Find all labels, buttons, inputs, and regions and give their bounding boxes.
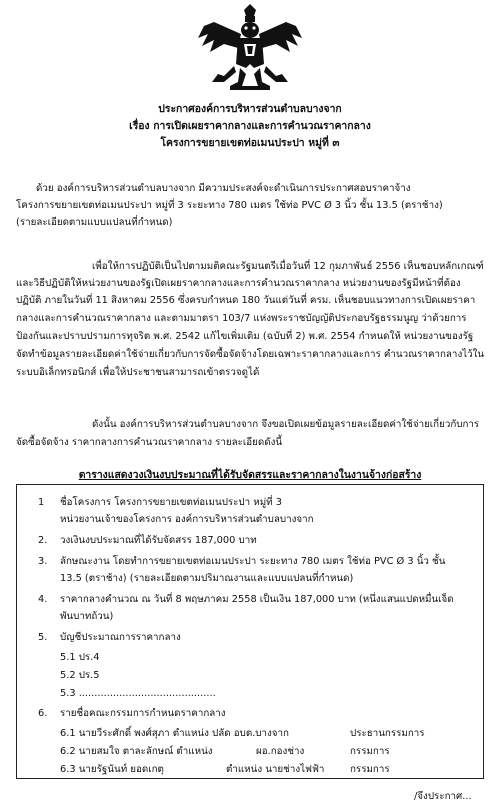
announcement-title: ประกาศองค์การบริหารส่วนตำบลบางจาก (158, 103, 342, 115)
committee-member-role: ประธานกรรมการ (350, 728, 425, 739)
para1-line1: ด้วย องค์การบริหารส่วนตำบลบางจาก มีความประสงค์จะดำเนินการประกาศสอบราคาจ้าง (36, 183, 411, 194)
committee-member-position: ผอ.กองช่าง (256, 746, 305, 757)
item-project-owner: หน่วยงานเจ้าของโครงการ องค์การบริหารส่วนตำบลบางจาก (60, 514, 314, 525)
item-number: 1 (38, 497, 45, 508)
table-title: ตารางแสดงวงเงินงบประมาณที่ได้รับจัดสรรและราคากลางในงานจ้างก่อสร้าง (78, 469, 422, 481)
announcement-subject: เรื่อง การเปิดเผยราคากลางและการคำนวณราคากลาง (129, 120, 371, 132)
para3-line2: จัดซื้อจัดจ้าง ราคากลางการคำนวณราคากลาง รายละเอียดดังนี้ (16, 437, 283, 448)
para1-line2: โครงการขยายเขตท่อเมนประปา หมู่ที่ 3 ระยะทาง 780 เมตร ใช้ท่อ PVC Ø 3 นิ้ว ชั้น 13.5 (ตราช้าง) (16, 200, 443, 211)
para3-line1: ดังนั้น องค์การบริหารส่วนตำบลบางจาก จึงขอเปิดเผยข้อมูลรายละเอียดค่าใช้จ่ายเกี่ยวกับการ (92, 419, 480, 430)
project-title: โครงการขยายเขตท่อเมนประปา หมู่ที่ ๓ (160, 137, 340, 149)
para2-line3: ปฏิบัติ ภายในวันที่ 11 สิงหาคม 2556 ซึ่งครบกำหนด 180 วันแต่วันที่ ครม. เห็นชอบแนวทางการเปิดเผยราคา (16, 295, 476, 306)
item-median-price-cont: พันบาทถ้วน) (60, 611, 114, 622)
item-work-description: ลักษณะงาน โดยทำการขยายเขตท่อเมนประปา ระยะทาง 780 เมตร ใช้ท่อ PVC Ø 3 นิ้ว ชั้น (60, 556, 446, 567)
committee-member-role: กรรมการ (350, 746, 390, 757)
para2-line1: เพื่อให้การปฏิบัติเป็นไปตามมติคณะรัฐมนตรีเมื่อวันที่ 12 กุมภาพันธ์ 2556 เห็นชอบหลักเกณฑ์ (92, 261, 484, 272)
item-committee: รายชื่อคณะกรรมการกำหนดราคากลาง (60, 708, 226, 719)
estimate-subitem: 5.2 ปร.5 (60, 670, 100, 681)
committee-member-name: 6.3 นายรัฐนันท์ ยอดเกตุ (60, 764, 164, 775)
para2-line4: กลางและการคำนวณราคากลาง และตามมาตรา 103/7 แห่งพระราชบัญญัติประกอบรัฐธรรมนูญ ว่าด้วยการ (16, 313, 467, 324)
item-estimate-list: บัญชีประมาณการราคากลาง (60, 632, 181, 643)
para2-line7: ระบบอิเล็กทรอนิกส์ เพื่อให้ประชาชนสามารถเข้าตรวจดูได้ (16, 367, 260, 378)
item-number: 2. (38, 535, 48, 546)
continuation-note: /จึงประกาศ... (414, 791, 472, 802)
para2-line6: จัดทำข้อมูลรายละเอียดค่าใช้จ่ายเกี่ยวกับการจัดซื้อจัดจ้างโดยเฉพาะราคากลางและการ คำนวณราคากลางไว้ใน (16, 349, 485, 360)
item-budget: วงเงินงบประมาณที่ได้รับจัดสรร 187,000 บาท (60, 535, 257, 546)
committee-member-name: 6.2 นายสมใจ ตาละลักษณ์ ตำแหน่ง (60, 746, 213, 757)
estimate-subitem: 5.3 ............................................ (60, 688, 216, 699)
item-number: 5. (38, 632, 48, 643)
para1-line3: (รายละเอียดตามแบบแปลนที่กำหนด) (16, 217, 173, 228)
item-project-name: ชื่อโครงการ โครงการขยายเขตท่อเมนประปา หมู่ที่ 3 (60, 497, 282, 508)
item-number: 4. (38, 594, 48, 605)
item-number: 6. (38, 708, 48, 719)
committee-member-role: กรรมการ (350, 764, 390, 775)
estimate-subitem: 5.1 ปร.4 (60, 652, 100, 663)
para2-line5: ป้องกันและปราบปรามการทุจริต พ.ศ. 2542 แก้ไขเพิ่มเติม (ฉบับที่ 2) พ.ศ. 2554 กำหนดให้ หน่วยงานของรัฐ (16, 331, 474, 342)
item-work-description-cont: 13.5 (ตราช้าง) (รายละเอียดตามปริมาณงานและแบบแปลนที่กำหนด) (60, 573, 354, 584)
item-median-price: ราคากลางคำนวณ ณ วันที่ 8 พฤษภาคม 2558 เป็นเงิน 187,000 บาท (หนึ่งแสนแปดหมื่นเจ็ด (60, 594, 454, 605)
garuda-emblem-icon (194, 4, 306, 92)
committee-member-position: ตำแหน่ง นายช่างไฟฟ้า (226, 764, 325, 775)
committee-member-name: 6.1 นายวีระศักดิ์ พงศ์สุภา ตำแหน่ง ปลัด อบต.บางจาก (60, 728, 289, 739)
para2-line2: และวิธีปฏิบัติให้หน่วยงานของรัฐเปิดเผยราคากลางและการคำนวณราคากลาง หน่วยงานของรัฐมีหน้าที่ต้อง (16, 278, 461, 289)
item-number: 3. (38, 556, 48, 567)
